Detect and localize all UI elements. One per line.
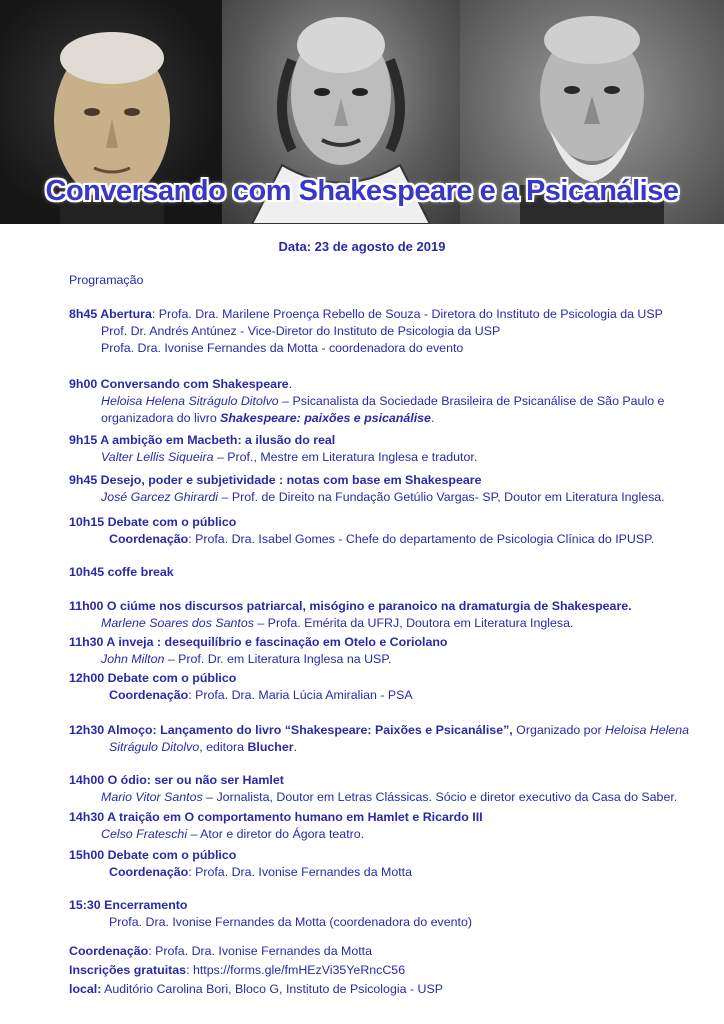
session-time-title: 15:30 Encerramento	[69, 898, 188, 912]
event-title: Conversando com Shakespeare e a Psicanálise	[45, 175, 679, 207]
session-time-title: 15h00 Debate com o público	[69, 848, 237, 862]
speaker-desc: – Profa. Emérita da UFRJ, Doutora em Literatura Inglesa.	[253, 616, 574, 630]
speaker-desc: – Psicanalista da Sociedade Brasileira de Psicanálise de São Paulo e	[278, 394, 665, 408]
coord-text: : Profa. Dra. Maria Lúcia Amiralian - PSA	[188, 688, 413, 702]
speaker-name: Celso Frateschi	[101, 827, 188, 841]
registration-link[interactable]: : https://forms.gle/fmHEzVi35YeRncC56	[186, 963, 406, 977]
session-almoco	[69, 722, 700, 756]
session-inveja	[69, 634, 700, 668]
header-banner	[0, 0, 724, 224]
session-time-title: 14h00 O ódio: ser ou não ser Hamlet	[69, 773, 284, 787]
session-dot: .	[288, 377, 293, 391]
footer-coord-label: Coordenação	[69, 944, 149, 958]
session-time-title: 9h15 A ambição em Macbeth: a ilusão do real	[69, 433, 336, 447]
speaker-name: John Milton	[101, 652, 165, 666]
session-ciume	[69, 598, 700, 632]
publisher-prefix: , editora	[199, 740, 248, 754]
speaker-desc: – Prof. Dr. em Literatura Inglesa na USP.	[164, 652, 392, 666]
session-time-title: 11h00 O ciúme nos discursos patriarcal, misógino e paranoico na dramaturgia de Shakespeare.	[69, 599, 632, 613]
location-text: Auditório Carolina Bori, Bloco G, Instituto de Psicologia - USP	[101, 982, 443, 996]
session-desc: Organizado por	[512, 723, 606, 737]
speaker-name: José Garcez Ghirardi	[101, 490, 219, 504]
footer-coord-text: : Profa. Dra. Ivonise Fernandes da Motta	[148, 944, 373, 958]
period: .	[293, 740, 298, 754]
session-coffee-break	[69, 564, 700, 581]
book-title: Shakespeare: paixões e psicanálise	[220, 411, 431, 425]
session-macbeth	[69, 432, 700, 466]
session-speaker-2: Prof. Dr. Andrés Antúnez - Vice-Diretor do Instituto de Psicologia da USP	[101, 324, 501, 338]
session-time-title: 10h15 Debate com o público	[69, 515, 237, 529]
session-encerramento	[69, 897, 700, 931]
speaker-name: Mario Vitor Santos	[101, 790, 203, 804]
session-traicao	[69, 809, 700, 843]
session-time-title: 12h00 Debate com o público	[69, 671, 237, 685]
closing-speaker: Profa. Dra. Ivonise Fernandes da Motta (coordenadora do evento)	[109, 915, 472, 929]
session-time-title: 8h45 Abertura	[69, 307, 152, 321]
event-date: Data: 23 de agosto de 2019	[278, 239, 446, 254]
session-time-title: 12h30 Almoço: Lançamento do livro “Shakespeare: Paixões e Psicanálise”,	[69, 723, 513, 737]
speaker-name: Heloisa Helena Sitrágulo Ditolvo	[101, 394, 279, 408]
organizer-name: Heloisa Helena	[605, 723, 690, 737]
coord-label: Coordenação	[109, 865, 189, 879]
session-time-title: 14h30 A traição em O comportamento humano em Hamlet e Ricardo III	[69, 810, 483, 824]
session-time-title: 9h45 Desejo, poder e subjetividade : notas com base em Shakespeare	[69, 473, 482, 487]
session-debate-2	[69, 670, 700, 704]
session-odio	[69, 772, 700, 806]
publisher-name: Blucher	[247, 740, 294, 754]
registration-label: Inscrições gratuitas	[69, 963, 187, 977]
program-heading: Programação	[69, 273, 144, 287]
session-time-title: 9h00 Conversando com Shakespeare	[69, 377, 289, 391]
footer-info	[69, 942, 700, 999]
speaker-desc: – Jornalista, Doutor em Letras Clássicas. Sócio e diretor executivo da Casa do Saber.	[202, 790, 678, 804]
speaker-name: Marlene Soares dos Santos	[101, 616, 254, 630]
session-desejo	[69, 472, 700, 506]
coord-label: Coordenação	[109, 688, 189, 702]
session-time-title: 10h45 coffe break	[69, 565, 174, 579]
session-conversando	[69, 376, 700, 427]
period: .	[430, 411, 435, 425]
location-label: local:	[69, 982, 102, 996]
speaker-desc: – Prof. de Direito na Fundação Getúlio Vargas- SP, Doutor em Literatura Inglesa.	[218, 490, 665, 504]
session-speaker-3: Profa. Dra. Ivonise Fernandes da Motta - coordenadora do evento	[101, 341, 464, 355]
speaker-desc: – Ator e diretor do Ágora teatro.	[187, 827, 365, 841]
speaker-desc: – Prof., Mestre em Literatura Inglesa e tradutor.	[213, 450, 478, 464]
coord-label: Coordenação	[109, 532, 189, 546]
session-debate-1	[69, 514, 700, 548]
organizer-name-2: Sitrágulo Ditolvo	[109, 740, 200, 754]
session-speaker: : Profa. Dra. Marilene Proença Rebello de Souza - Diretora do Instituto de Psicologia da USP	[151, 307, 663, 321]
session-debate-3	[69, 847, 700, 881]
coord-text: : Profa. Dra. Ivonise Fernandes da Motta	[188, 865, 413, 879]
speaker-desc-2: organizadora do livro	[101, 411, 221, 425]
session-time-title: 11h30 A inveja : desequilíbrio e fascinação em Otelo e Coriolano	[69, 635, 448, 649]
session-opening	[69, 306, 700, 357]
speaker-name: Valter Lellis Siqueira	[101, 450, 214, 464]
coord-text: : Profa. Dra. Isabel Gomes - Chefe do departamento de Psicologia Clínica do IPUSP.	[188, 532, 655, 546]
